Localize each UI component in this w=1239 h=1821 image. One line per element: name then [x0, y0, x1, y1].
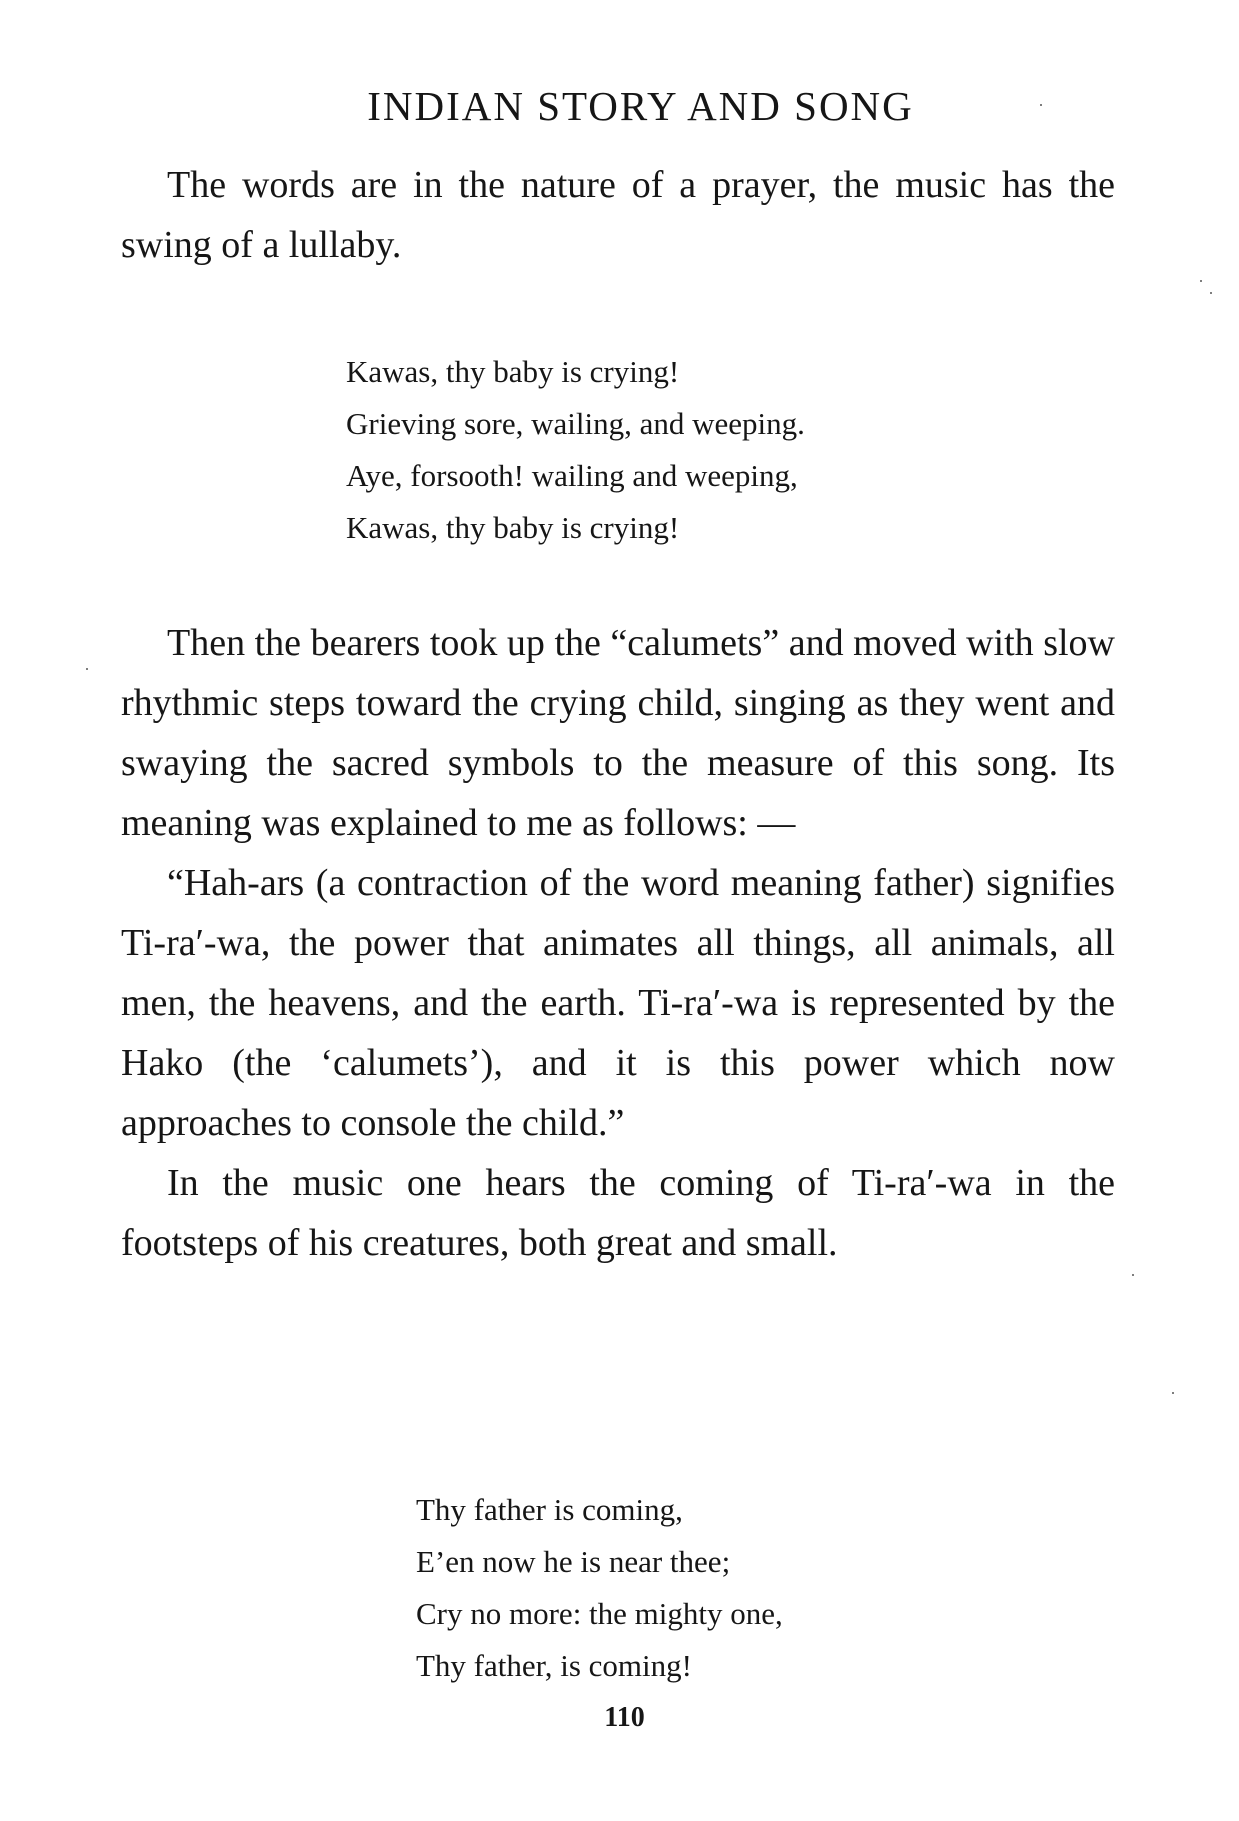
paragraph: “Hah-ars (a contraction of the word meaning father) signifies Ti-ra′-wa, the power that animates all things, all animals, all men, the heavens, and the earth. Ti-ra′-wa is represented by the Hako (the ‘calumets’), and it is this power which now approaches to console the child.”: [121, 862, 1115, 1144]
verse-line: Kawas, thy baby is crying!: [346, 510, 680, 545]
song-verse: [416, 1484, 783, 1692]
paper-speck: [86, 668, 88, 670]
verse-line: Thy father is coming,: [416, 1492, 683, 1527]
verse-line: Cry no more: the mighty one,: [416, 1596, 783, 1631]
verse-line: Thy father, is coming!: [416, 1648, 692, 1683]
paper-speck: [1132, 1274, 1134, 1276]
running-head: INDIAN STORY AND SONG: [367, 83, 914, 129]
lullaby-verse: [346, 346, 805, 554]
paragraph: The words are in the nature of a prayer, the music has the swing of a lullaby.: [121, 164, 1115, 266]
paragraph: In the music one hears the coming of Ti-ra′-wa in the footsteps of his creatures, both great and small.: [121, 1162, 1115, 1264]
paper-speck: [1040, 104, 1042, 106]
page-number: 110: [604, 1702, 645, 1733]
verse-line: Kawas, thy baby is crying!: [346, 354, 680, 389]
verse-line: E’en now he is near thee;: [416, 1544, 731, 1579]
opening-paragraph-block: [121, 155, 1115, 275]
paper-speck: [1210, 292, 1212, 294]
paper-speck: [1172, 1392, 1174, 1394]
verse-line: Grieving sore, wailing, and weeping.: [346, 406, 805, 441]
verse-line: Aye, forsooth! wailing and weeping,: [346, 458, 798, 493]
paragraph: Then the bearers took up the “calumets” and moved with slow rhythmic steps toward the crying child, singing as they went and swaying the sacred symbols to the measure of this song. Its meaning was explained to me as follows: —: [121, 622, 1115, 844]
paper-speck: [1200, 280, 1202, 282]
main-text-block: [121, 613, 1115, 1273]
